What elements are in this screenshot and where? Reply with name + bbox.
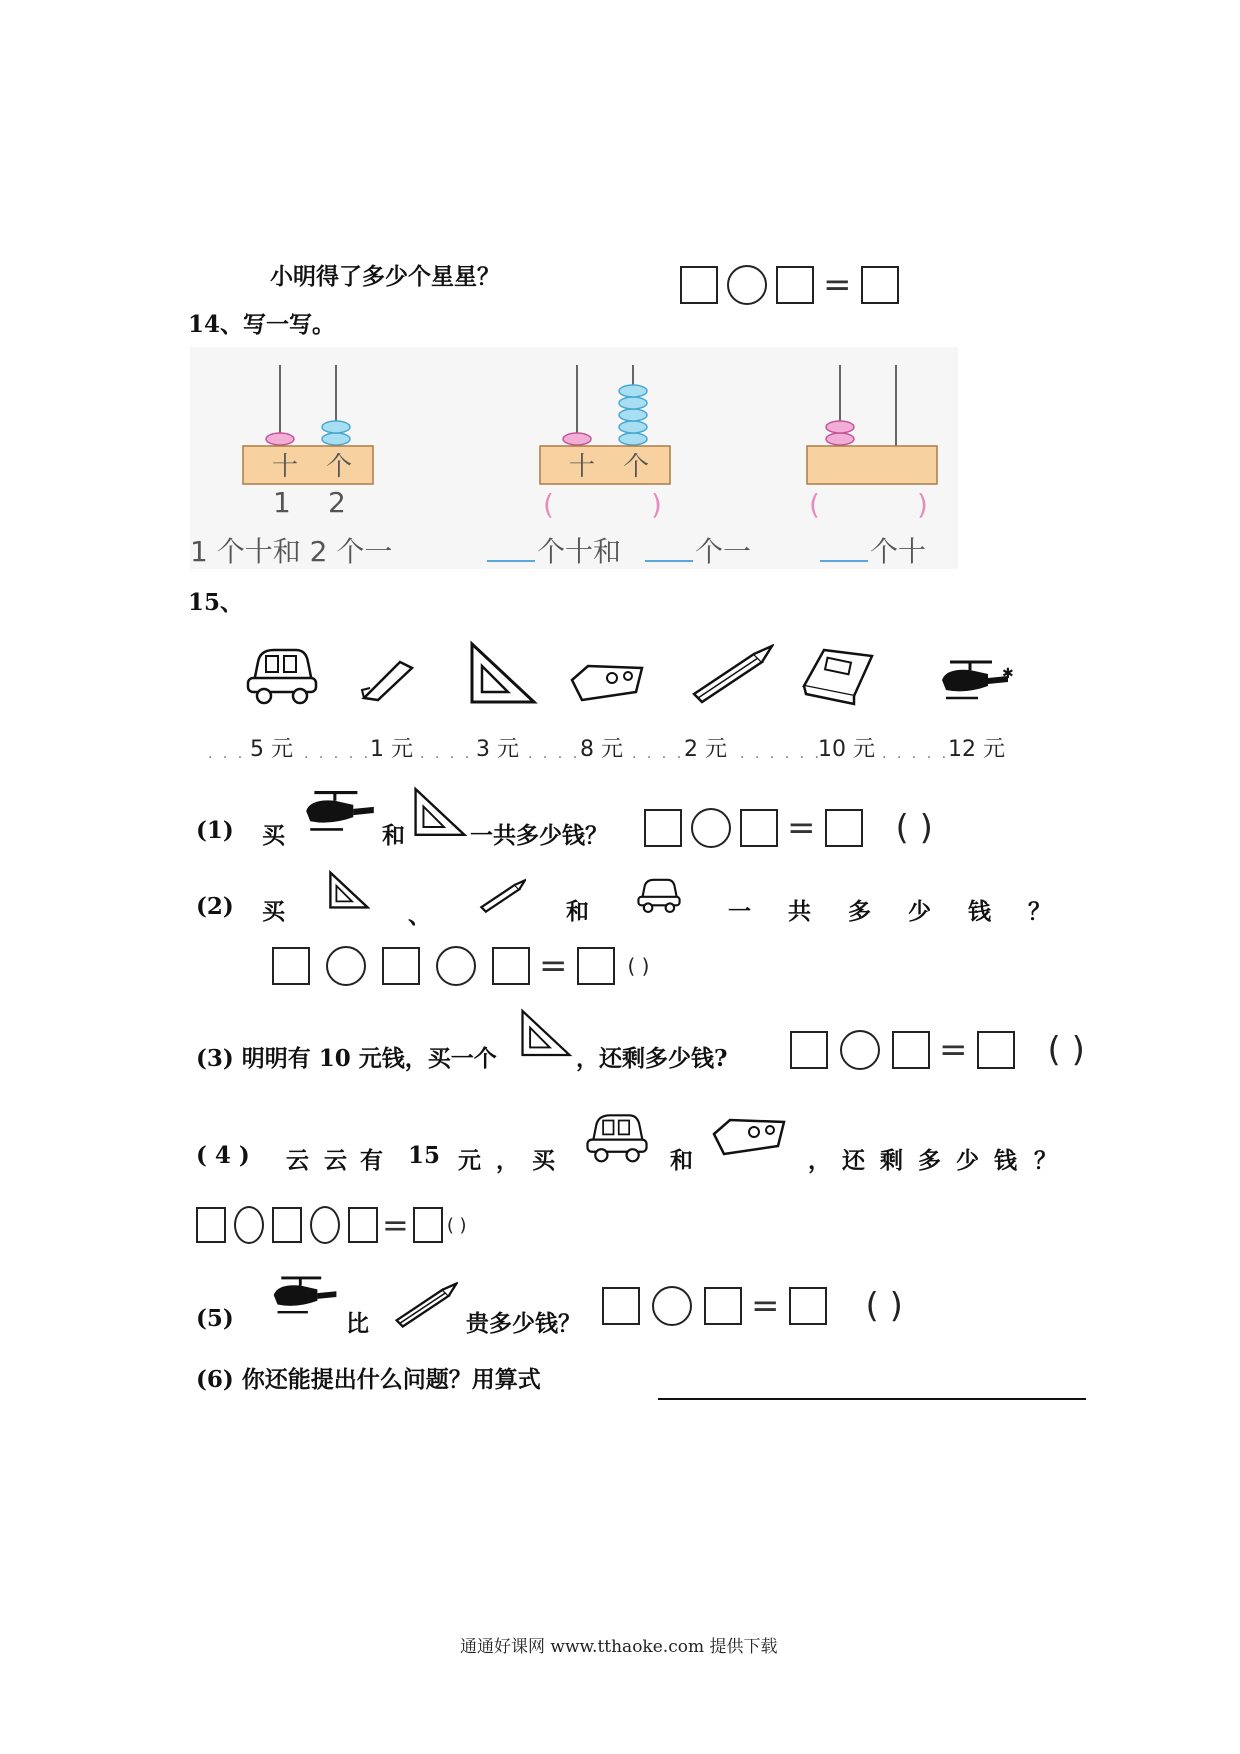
abacus-1-answer: 1 个十和 2 个一 (190, 535, 393, 568)
sub2-q-1: 一 (728, 898, 751, 925)
dot-leader: . . . . (528, 746, 581, 762)
sub1-question: 一共多少钱？ (470, 822, 608, 849)
svg-text:✱: ✱ (1002, 666, 1014, 682)
sub4-w4: 15 (408, 1142, 441, 1169)
pencil-icon (392, 1282, 458, 1328)
book-icon (800, 646, 876, 706)
sub1-equation[interactable] (644, 808, 933, 848)
helicopter-icon (268, 1272, 344, 1320)
sub4-r6: 钱 (994, 1147, 1017, 1174)
operator-circle[interactable] (326, 946, 366, 986)
sub4-r7: ？ (1034, 1147, 1057, 1174)
price-car: 5 元 (250, 737, 293, 762)
answer-box[interactable] (680, 266, 718, 304)
q13-question: 小明得了多少个星星？ (270, 263, 500, 290)
abacus-3-paren-close: ) (917, 488, 928, 521)
sub4-w5: 元 (458, 1147, 481, 1174)
answer-box[interactable] (492, 947, 530, 985)
answer-box[interactable] (789, 1287, 827, 1325)
sub2-number: (2) (196, 893, 234, 920)
answer-line[interactable] (658, 1398, 1086, 1400)
dot-leader: . . . . . (304, 746, 372, 762)
sub4-r5: 少 (956, 1147, 979, 1174)
sub4-w2: 云 (324, 1147, 347, 1174)
triangle-ruler-icon (518, 1008, 574, 1058)
unit-paren[interactable]: ( ) (1047, 1030, 1085, 1070)
answer-box[interactable] (577, 947, 615, 985)
answer-box[interactable] (272, 1207, 302, 1243)
operator-circle[interactable] (652, 1286, 692, 1326)
operator-circle[interactable] (234, 1206, 264, 1244)
sub2-q-4: 少 (908, 898, 931, 925)
operator-circle[interactable] (310, 1206, 340, 1244)
operator-circle[interactable] (727, 265, 767, 305)
sub3-equation[interactable] (790, 1030, 1085, 1070)
sub1-buy: 买 (262, 822, 285, 849)
sub1-and: 和 (382, 822, 405, 849)
answer-box[interactable] (825, 809, 863, 847)
sub2-buy: 买 (262, 898, 285, 925)
triangle-ruler-icon (468, 640, 538, 706)
sub4-w7: 买 (532, 1147, 555, 1174)
price-helicopter: 12 元 (948, 737, 1005, 762)
sub3-text-b: ，还剩多少钱? (576, 1045, 728, 1072)
sub6-text: (6) 你还能提出什么问题？用算式 (196, 1366, 541, 1393)
sub2-q-3: 多 (848, 898, 871, 925)
answer-box[interactable] (861, 266, 899, 304)
equals-sign: = (823, 265, 852, 305)
answer-box[interactable] (413, 1207, 443, 1243)
sub4-w1: 云 (286, 1147, 309, 1174)
sub5-number: (5) (196, 1305, 234, 1332)
price-sharpener: 1 元 (370, 737, 413, 762)
dot-leader: . . . . (420, 746, 473, 762)
answer-box[interactable] (790, 1031, 828, 1069)
helicopter-icon (300, 786, 382, 838)
sub5-equation[interactable] (602, 1286, 903, 1326)
operator-circle[interactable] (840, 1030, 880, 1070)
answer-box[interactable] (977, 1031, 1015, 1069)
triangle-ruler-icon (410, 786, 470, 838)
pencil-icon (478, 878, 526, 914)
dot-leader: . . . . . (882, 746, 950, 762)
answer-box[interactable] (704, 1287, 742, 1325)
pencil-case-icon (568, 658, 646, 706)
sub2-q-2: 共 (788, 898, 811, 925)
abacus-2-tens-label: 十 (569, 452, 596, 482)
price-pencil-case: 8 元 (580, 737, 623, 762)
answer-box[interactable] (740, 809, 778, 847)
car-icon (636, 876, 682, 914)
dot-leader: . . . (208, 746, 246, 762)
car-icon (584, 1110, 650, 1164)
sub4-and: 和 (670, 1147, 693, 1174)
answer-box[interactable] (272, 947, 310, 985)
sub1-number: (1) (196, 817, 234, 844)
pencil-icon (688, 644, 774, 704)
abacus-2-answer-a: 个十和 (537, 535, 622, 568)
abacus-1 (243, 365, 373, 484)
price-triangle: 3 元 (476, 737, 519, 762)
sub4-r3: 剩 (880, 1147, 903, 1174)
dot-leader: . . . . (632, 746, 685, 762)
abacus-3 (807, 365, 937, 484)
helicopter-icon (936, 656, 1016, 706)
operator-circle[interactable] (436, 946, 476, 986)
abacus-1-ones-label: 个 (326, 452, 353, 482)
sub4-r1: ， (808, 1147, 831, 1174)
equals-sign: = (751, 1286, 780, 1326)
answer-box[interactable] (196, 1207, 226, 1243)
answer-box[interactable] (892, 1031, 930, 1069)
pencil-case-icon (710, 1112, 788, 1160)
sub4-r2: 还 (842, 1147, 865, 1174)
answer-box[interactable] (382, 947, 420, 985)
footer-credit: 通通好课网 www.tthaoke.com 提供下载 (460, 1637, 778, 1657)
equals-sign: = (539, 946, 568, 986)
sub4-w3: 有 (360, 1147, 383, 1174)
abacus-2 (540, 365, 670, 484)
price-pencil: 2 元 (684, 737, 727, 762)
sub2-separator: 、 (408, 902, 431, 929)
sub4-equation[interactable] (196, 1206, 467, 1244)
sub4-r4: 多 (918, 1147, 941, 1174)
sub4-number: ( 4 ) (196, 1142, 250, 1169)
unit-paren[interactable]: ( ) (627, 954, 650, 978)
q14-title: 14、写一写。 (188, 311, 336, 338)
sub2-q-6: ？ (1028, 898, 1051, 925)
abacus-2-ones-label: 个 (623, 452, 650, 482)
triangle-ruler-icon (328, 870, 370, 910)
abacus-3-paren-open: ( (809, 488, 820, 521)
equals-sign: = (939, 1030, 968, 1070)
unit-paren[interactable]: ( ) (895, 808, 933, 848)
car-icon (244, 644, 320, 706)
answer-box[interactable] (776, 266, 814, 304)
sub5-question: 贵多少钱？ (466, 1310, 581, 1337)
price-book: 10 元 (818, 737, 875, 762)
sub2-and: 和 (566, 898, 589, 925)
equals-sign: = (382, 1206, 409, 1244)
unit-paren[interactable]: ( ) (446, 1214, 467, 1236)
equals-sign: = (787, 808, 816, 848)
abacus-1-tens-label: 十 (272, 452, 299, 482)
unit-paren[interactable]: ( ) (865, 1286, 903, 1326)
abacus-2-answer-b: 个一 (695, 535, 752, 568)
pencil-sharpener-icon (358, 654, 420, 704)
sub2-equation[interactable] (272, 946, 649, 986)
answer-box[interactable] (348, 1207, 378, 1243)
sub5-bi: 比 (346, 1310, 369, 1337)
abacus-2-paren-close: ) (651, 488, 662, 521)
abacus-2-paren-open: ( (543, 488, 554, 521)
operator-circle[interactable] (691, 808, 731, 848)
sub2-q-5: 钱 (968, 898, 991, 925)
sub4-w6: ， (496, 1147, 519, 1174)
answer-box[interactable] (602, 1287, 640, 1325)
abacus-1-digit-tens: 1 (273, 486, 291, 519)
sub3-text-a: (3) 明明有 10 元钱，买一个 (196, 1045, 497, 1072)
q13-equation[interactable] (680, 265, 908, 305)
q15-title: 15、 (188, 589, 244, 616)
abacus-1-digit-ones: 2 (328, 486, 346, 519)
abacus-3-answer: 个十 (870, 535, 927, 568)
dot-leader: . . . . . . (740, 746, 822, 762)
answer-box[interactable] (644, 809, 682, 847)
